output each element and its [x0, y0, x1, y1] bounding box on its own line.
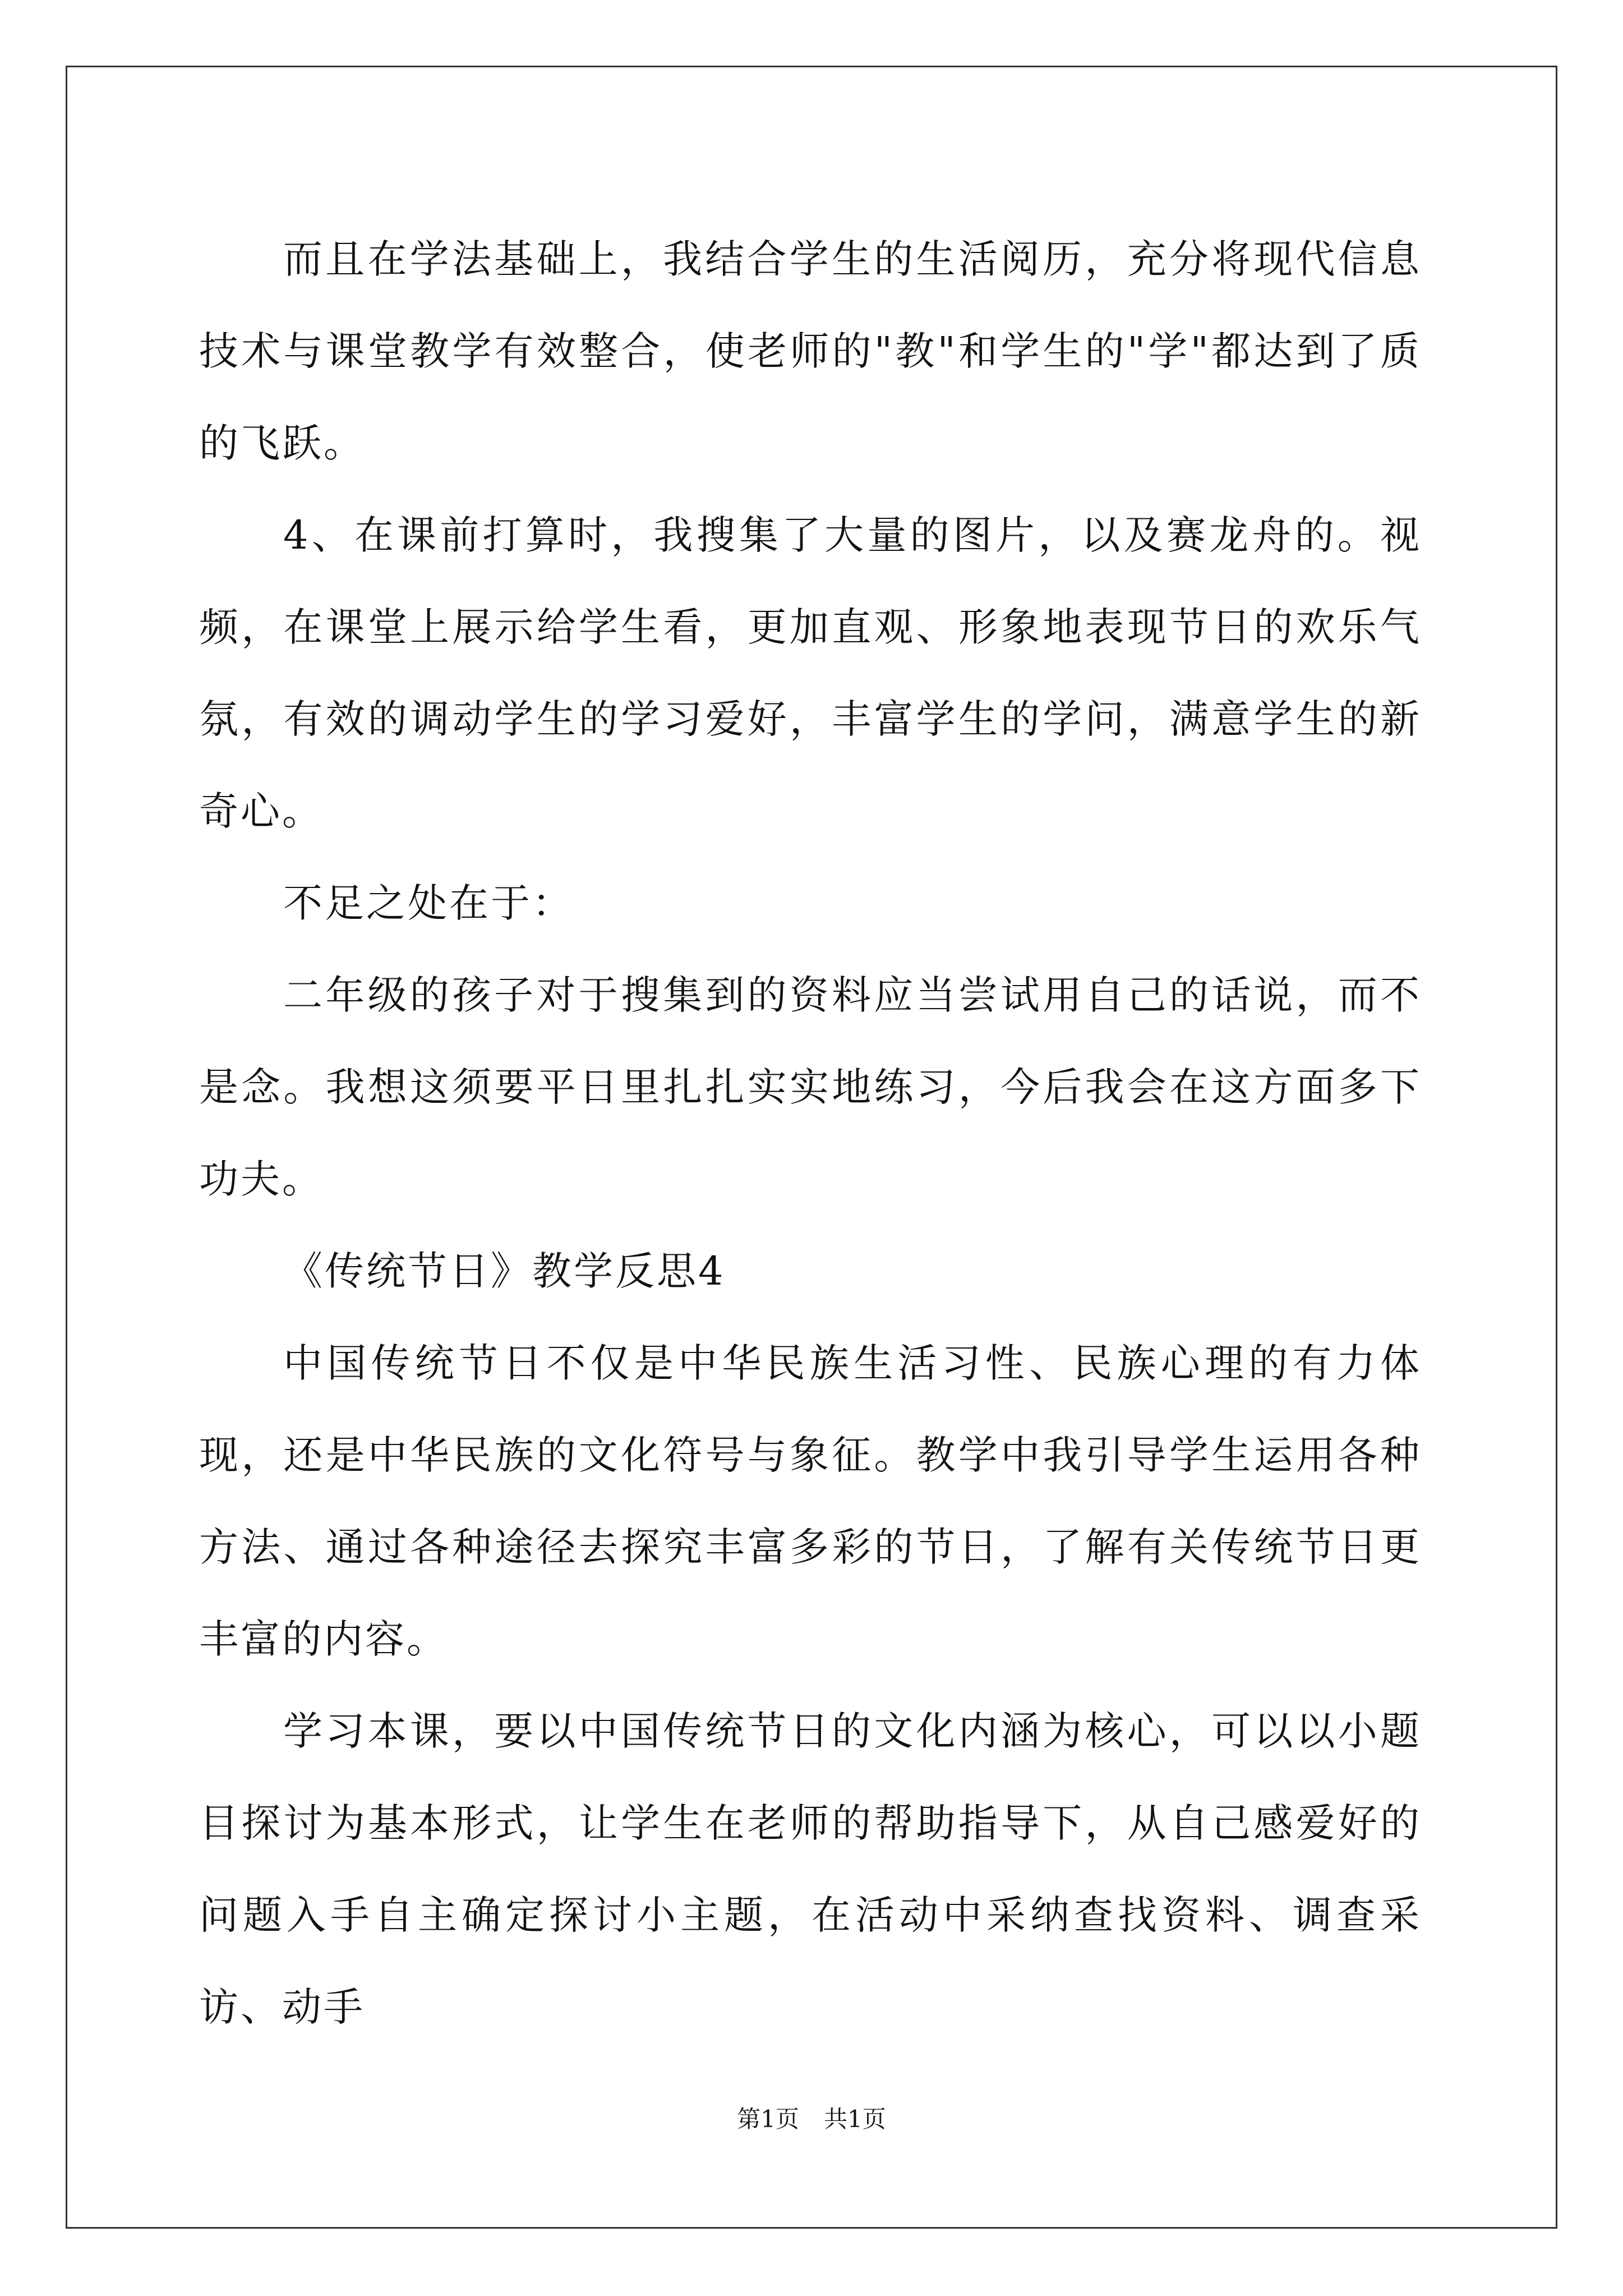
paragraph-1: 而且在学法基础上，我结合学生的生活阅历，充分将现代信息技术与课堂教学有效整合，使老师的"教"和学生的"学"都达到了质的飞跃。 [199, 236, 1422, 466]
paragraph-2: 4、在课前打算时，我搜集了大量的图片，以及赛龙舟的。视频，在课堂上展示给学生看，更加直观、形象地表现节日的欢乐气氛，有效的调动学生的学习爱好，丰富学生的学问，满意学生的新奇心。 [199, 512, 1422, 834]
paragraph-6: 学习本课，要以中国传统节日的文化内涵为核心，可以以小题目探讨为基本形式，让学生在老师的帮助指导下，从自己感爱好的问题入手自主确定探讨小主题，在活动中采纳查找资料、调查采访、动手 [199, 1708, 1422, 2030]
section-heading: 《传统节日》教学反思4 [283, 1248, 726, 1294]
paragraph-3: 不足之处在于： [283, 880, 574, 926]
paragraph-5: 中国传统节日不仅是中华民族生活习性、民族心理的有力体现，还是中华民族的文化符号与象征。教学中我引导学生运用各种方法、通过各种途径去探究丰富多彩的节日，了解有关传统节日更丰富的内容。 [199, 1340, 1422, 1662]
page-footer [0, 2102, 1623, 2136]
page-number: 第1页 [737, 2105, 799, 2133]
document-body [199, 213, 1422, 2053]
page-total: 共1页 [824, 2105, 886, 2133]
paragraph-4: 二年级的孩子对于搜集到的资料应当尝试用自己的话说，而不是念。我想这须要平日里扎扎实实地练习，今后我会在这方面多下功夫。 [199, 972, 1422, 1202]
